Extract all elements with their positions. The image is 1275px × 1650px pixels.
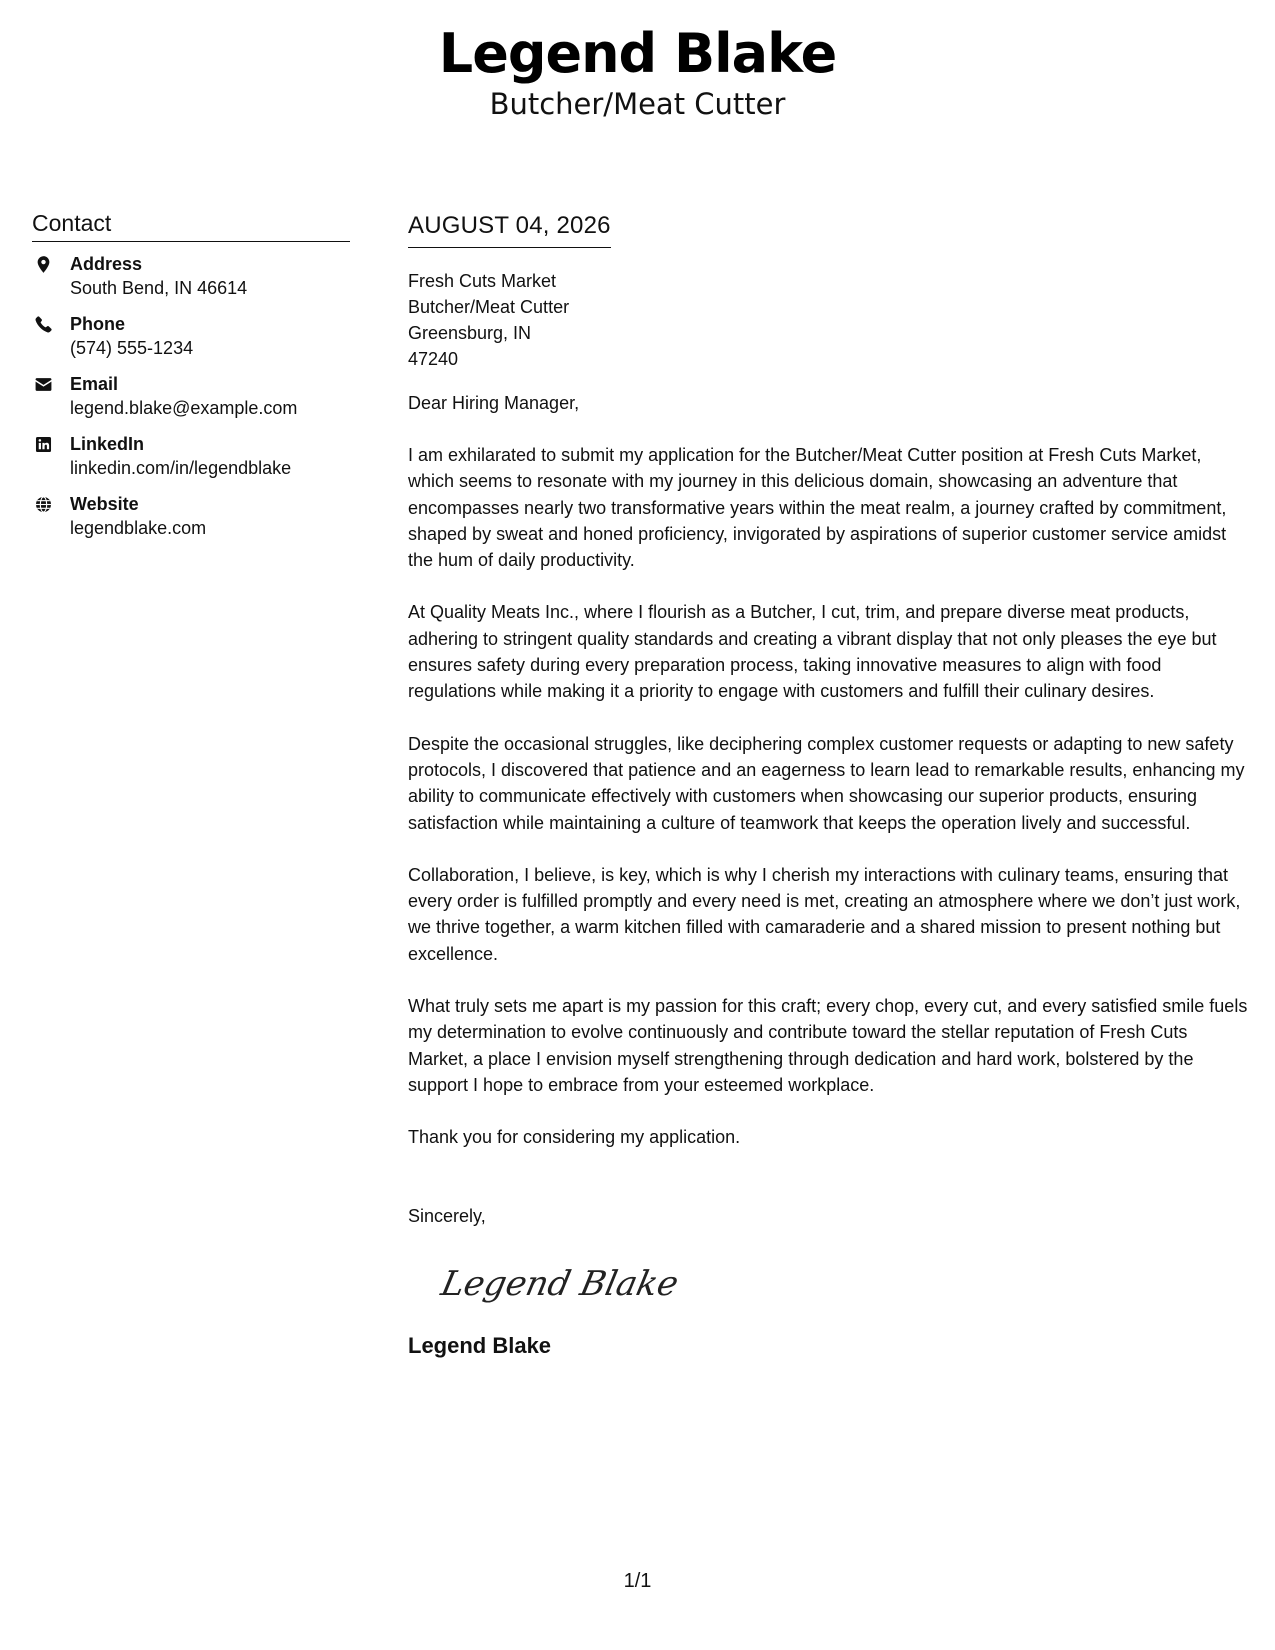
body-paragraph: Collaboration, I believe, is key, which is why I cherish my interactions with culinary teams, ensuring that every order is fulfilled promptly and every need is met, creating an atmosphere where we don’t just work, we thrive together, a warm kitchen filled with camaraderie and a shared mission to present nothing but excellence. xyxy=(408,864,1241,964)
contact-item-linkedin xyxy=(32,432,350,480)
handwritten-signature xyxy=(436,1255,682,1313)
contact-label: LinkedIn xyxy=(70,434,145,454)
contact-value: legend.blake@example.com xyxy=(70,398,298,418)
letter-body xyxy=(408,210,1248,1361)
recipient-city: Greensburg, IN xyxy=(408,323,532,343)
page-number: 1/1 xyxy=(623,1570,652,1592)
contact-sidebar xyxy=(32,208,350,552)
contact-value: legendblake.com xyxy=(70,518,207,538)
recipient-position: Butcher/Meat Cutter xyxy=(408,297,570,317)
closing-line: Thank you for considering my application. xyxy=(408,1127,741,1148)
globe-icon xyxy=(32,492,70,516)
signed-name: Legend Blake xyxy=(408,1333,552,1359)
envelope-icon xyxy=(32,372,70,396)
contact-item-phone xyxy=(32,312,350,360)
contact-value: (574) 555-1234 xyxy=(70,338,194,358)
contact-label: Website xyxy=(70,494,139,514)
recipient-zip: 47240 xyxy=(408,349,459,369)
applicant-title: Butcher/Meat Cutter xyxy=(489,87,786,121)
letter-header xyxy=(0,22,1275,122)
sign-off: Sincerely, xyxy=(408,1206,486,1227)
body-paragraph: What truly sets me apart is my passion for this craft; every chop, every cut, and every satisfied smile fuels my determination to evolve continuously and contribute toward the stellar reputation of Fresh Cuts Market, a place I envision myself strengthening through dedication and hard work, bolstered by the support I hope to embrace from your esteemed workplace. xyxy=(408,996,1248,1095)
contact-item-address xyxy=(32,252,350,300)
contact-value: linkedin.com/in/legendblake xyxy=(70,458,292,478)
salutation: Dear Hiring Manager, xyxy=(408,393,580,413)
body-paragraph: I am exhilarated to submit my application for the Butcher/Meat Cutter position at Fresh Cuts Market, which seems to resonate with my journey in this delicious domain, showcasing an adventure that encompasses nearly two transformative years within the meat realm, a journey crafted by commitment, shaped by sweat and honed proficiency, invigorated by aspirations of superior customer service amidst the hum of daily productivity. xyxy=(408,445,1227,571)
contact-value: South Bend, IN 46614 xyxy=(70,278,248,298)
contact-heading: Contact xyxy=(32,208,350,242)
location-pin-icon xyxy=(32,252,70,276)
contact-label: Address xyxy=(70,254,143,274)
letter-date: AUGUST 04, 2026 xyxy=(408,210,611,248)
recipient-block xyxy=(408,268,1248,372)
contact-item-website xyxy=(32,492,350,540)
contact-label: Phone xyxy=(70,314,126,334)
recipient-company: Fresh Cuts Market xyxy=(408,271,557,291)
body-paragraph: At Quality Meats Inc., where I flourish as a Butcher, I cut, trim, and prepare diverse meat products, adhering to stringent quality standards and creating a vibrant display that not only pleases the eye but ensures safety during every preparation process, taking innovative measures to align with food regulations while making it a priority to engage with customers and fulfill their culinary desires. xyxy=(408,602,1217,702)
contact-label: Email xyxy=(70,374,119,394)
contact-item-email xyxy=(32,372,350,420)
phone-icon xyxy=(32,312,70,336)
linkedin-icon xyxy=(32,432,70,456)
applicant-name: Legend Blake xyxy=(438,22,837,85)
signature-script: Legend Blake xyxy=(437,1264,682,1305)
body-paragraph: Despite the occasional struggles, like deciphering complex customer requests or adapting to new safety protocols, I discovered that patience and an eagerness to learn lead to remarkable results, enhancing my ability to communicate effectively with customers when showcasing our superior products, ensuring satisfaction while maintaining a culture of teamwork that keeps the operation lively and successful. xyxy=(408,733,1245,833)
